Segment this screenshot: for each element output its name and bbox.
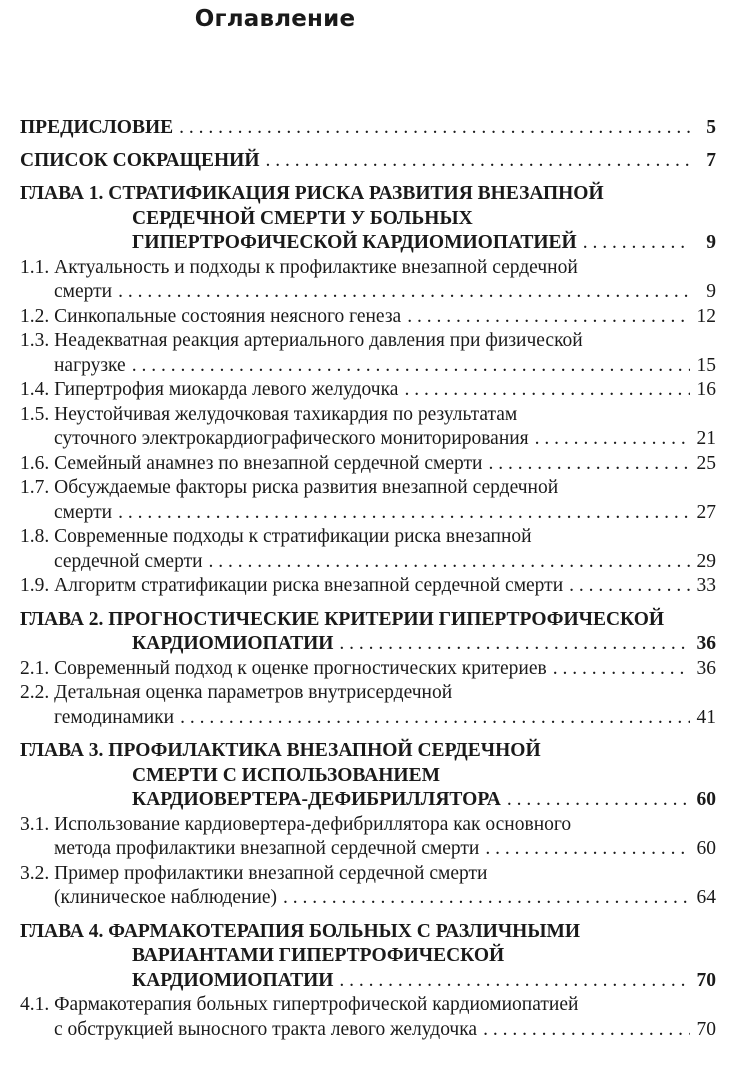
- toc-entry-text: 2.1. Современный подход к оценке прогностических критериев: [20, 657, 547, 679]
- toc-entry-text: смерти: [54, 501, 113, 523]
- toc-section-entry[interactable]: [20, 681, 716, 730]
- dot-leader: [569, 574, 690, 599]
- toc-entry-text: с обструкцией выносного тракта левого желудочка: [54, 1018, 478, 1040]
- toc-page-number: 36: [696, 633, 716, 654]
- toc-entry-text: ГИПЕРТРОФИЧЕСКОЙ КАРДИОМИОПАТИЕЙ: [132, 232, 577, 253]
- toc-page-number: 36: [696, 657, 716, 679]
- toc-section-entry[interactable]: [20, 378, 716, 403]
- toc-section-entry[interactable]: [20, 305, 716, 330]
- dot-leader: [404, 378, 690, 403]
- toc-entry-text: суточного электрокардиографического мониторирования: [54, 428, 529, 449]
- toc-page-number: 70: [696, 969, 716, 991]
- toc-section-entry[interactable]: [20, 574, 716, 599]
- toc-section-entry[interactable]: [20, 813, 716, 862]
- toc-entry-text: смерти: [54, 281, 113, 302]
- toc-page-number: 21: [696, 428, 716, 449]
- toc-page-number: 29: [696, 550, 716, 572]
- toc-page-number: 33: [696, 575, 716, 596]
- toc-entry-text: ГЛАВА 1. СТРАТИФИКАЦИЯ РИСКА РАЗВИТИЯ ВНЕЗАПНОЙ: [20, 183, 604, 204]
- toc-chapter-entry[interactable]: [20, 920, 716, 994]
- toc-section-entry[interactable]: [20, 452, 716, 477]
- dot-leader: [118, 501, 690, 526]
- toc-entry-text: 3.2. Пример профилактики внезапной сердечной смерти: [20, 862, 488, 884]
- toc-entry-text: нагрузке: [54, 354, 126, 376]
- toc-entry-text: 1.5. Неустойчивая желудочковая тахикардия по результатам: [20, 403, 518, 425]
- toc-entry-text: 2.2. Детальная оценка параметров внутрисердечной: [20, 682, 453, 703]
- toc-section-entry[interactable]: [20, 476, 716, 525]
- toc-entry-text: ВАРИАНТАМИ ГИПЕРТРОФИЧЕСКОЙ: [132, 945, 505, 966]
- dot-leader: [283, 886, 690, 911]
- toc-entry-text: (клиническое наблюдение): [54, 887, 278, 908]
- toc-entry-text: СМЕРТИ С ИСПОЛЬЗОВАНИЕМ: [132, 764, 441, 786]
- dot-leader: [507, 788, 690, 813]
- toc-entry-text: СЕРДЕЧНОЙ СМЕРТИ У БОЛЬНЫХ: [132, 207, 473, 229]
- toc-page-number: 60: [696, 838, 716, 859]
- toc-entry-text: 3.1. Использование кардиовертера-дефибриллятора как основного: [20, 813, 572, 835]
- toc-entry-text: 1.3. Неадекватная реакция артериального давления при физической: [20, 330, 583, 351]
- toc-page-number: 27: [696, 501, 716, 523]
- toc-entry-text: 1.8. Современные подходы к стратификации риска внезапной: [20, 526, 532, 547]
- toc-page-number: 16: [696, 379, 716, 400]
- dot-leader: [407, 305, 690, 330]
- toc-top-entry[interactable]: [20, 116, 716, 141]
- toc-page-number: 25: [696, 452, 716, 474]
- toc-entry-text: ГЛАВА 3. ПРОФИЛАКТИКА ВНЕЗАПНОЙ СЕРДЕЧНОЙ: [20, 740, 541, 761]
- dot-leader: [209, 550, 690, 575]
- toc-page-number: 7: [706, 149, 716, 171]
- dot-leader: [488, 452, 690, 477]
- dot-leader: [180, 706, 690, 731]
- toc-entry-text: КАРДИОВЕРТЕРА-ДЕФИБРИЛЛЯТОРА: [132, 789, 501, 810]
- dot-leader: [583, 231, 690, 256]
- toc-page-number: 9: [706, 281, 716, 302]
- toc-page-number: 41: [696, 706, 716, 728]
- toc-page-number: 9: [706, 232, 716, 253]
- toc-chapter-entry[interactable]: [20, 739, 716, 813]
- toc-entry-text: 1.4. Гипертрофия миокарда левого желудочка: [20, 379, 399, 400]
- dot-leader: [535, 427, 690, 452]
- toc-chapter-entry[interactable]: [20, 182, 716, 256]
- dot-leader: [118, 280, 690, 305]
- dot-leader: [132, 354, 690, 379]
- dot-leader: [266, 149, 691, 174]
- toc-entry-text: 1.6. Семейный анамнез по внезапной сердечной смерти: [20, 452, 483, 474]
- toc-section-entry[interactable]: [20, 657, 716, 682]
- toc-entry-text: 1.7. Обсуждаемые факторы риска развития внезапной сердечной: [20, 477, 559, 498]
- toc-entry-text: СПИСОК СОКРАЩЕНИЙ: [20, 149, 260, 171]
- toc-section-entry[interactable]: [20, 256, 716, 305]
- toc-page-number: 12: [696, 305, 716, 327]
- toc-top-entry[interactable]: [20, 149, 716, 174]
- toc-section-entry[interactable]: [20, 862, 716, 911]
- toc-entry-text: 1.2. Синкопальные состояния неясного генеза: [20, 305, 402, 327]
- toc-page-number: 70: [696, 1018, 716, 1040]
- toc-section-entry[interactable]: [20, 329, 716, 378]
- toc-section-entry[interactable]: [20, 403, 716, 452]
- toc-entry-text: 4.1. Фармакотерапия больных гипертрофической кардиомиопатией: [20, 994, 579, 1015]
- table-of-contents: [20, 116, 716, 1042]
- toc-entry-text: сердечной смерти: [54, 550, 203, 572]
- toc-entry-text: 1.1. Актуальность и подходы к профилактике внезапной сердечной: [20, 256, 578, 278]
- toc-chapter-entry[interactable]: [20, 608, 716, 657]
- dot-leader: [179, 116, 690, 141]
- page-title: Оглавление: [194, 6, 356, 32]
- dot-leader: [483, 1018, 690, 1043]
- toc-page-number: 60: [696, 789, 716, 810]
- toc-entry-text: гемодинамики: [54, 706, 175, 728]
- toc-section-entry[interactable]: [20, 993, 716, 1042]
- toc-entry-text: метода профилактики внезапной сердечной смерти: [54, 838, 480, 859]
- toc-page-number: 5: [706, 117, 716, 138]
- dot-leader: [339, 632, 690, 657]
- toc-entry-text: ГЛАВА 2. ПРОГНОСТИЧЕСКИЕ КРИТЕРИИ ГИПЕРТРОФИЧЕСКОЙ: [20, 608, 665, 630]
- toc-entry-text: 1.9. Алгоритм стратификации риска внезапной сердечной смерти: [20, 575, 564, 596]
- toc-entry-text: КАРДИОМИОПАТИИ: [132, 969, 334, 991]
- toc-entry-text: ГЛАВА 4. ФАРМАКОТЕРАПИЯ БОЛЬНЫХ С РАЗЛИЧНЫМИ: [20, 920, 581, 942]
- dot-leader: [485, 837, 690, 862]
- toc-page-number: 15: [696, 354, 716, 376]
- dot-leader: [553, 657, 690, 682]
- toc-page-number: 64: [696, 887, 716, 908]
- dot-leader: [339, 969, 690, 994]
- toc-entry-text: КАРДИОМИОПАТИИ: [132, 633, 334, 654]
- toc-section-entry[interactable]: [20, 525, 716, 574]
- toc-entry-text: ПРЕДИСЛОВИЕ: [20, 117, 174, 138]
